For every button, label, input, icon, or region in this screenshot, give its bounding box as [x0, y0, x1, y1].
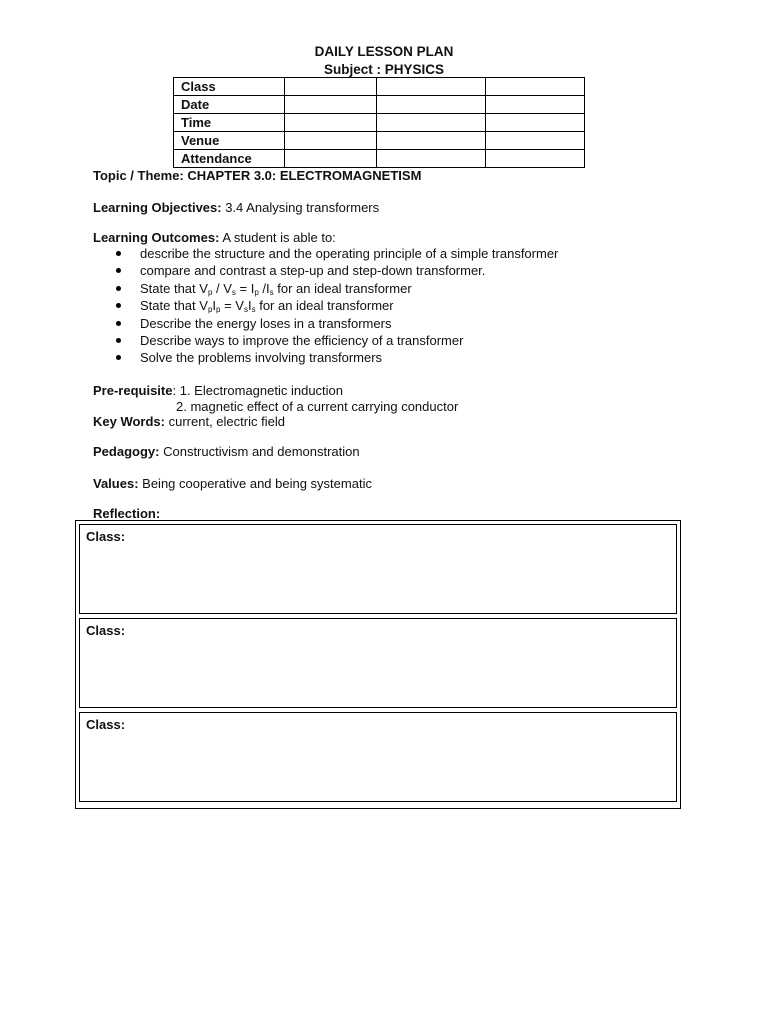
reflection-box: [79, 712, 677, 802]
table-cell: [377, 78, 486, 96]
row-label-time: Time: [174, 114, 285, 132]
keywords-label: Key Words:: [93, 414, 165, 429]
table-cell: [377, 114, 486, 132]
class-info-table: [173, 77, 585, 168]
outcomes-line: [93, 229, 336, 246]
reflection-box: [79, 524, 677, 614]
table-cell: [285, 132, 377, 150]
topic-value: CHAPTER 3.0: ELECTROMAGNETISM: [187, 168, 422, 183]
table-row: [174, 78, 585, 96]
pedagogy-label: Pedagogy:: [93, 444, 160, 459]
pedagogy-value: Constructivism and demonstration: [163, 444, 360, 459]
table-cell: [377, 150, 486, 168]
list-item: Describe ways to improve the efficiency of a transformer: [116, 332, 558, 349]
objectives-label: Learning Objectives:: [93, 200, 222, 215]
reflection-class-label: Class:: [86, 529, 126, 544]
table-cell: [377, 132, 486, 150]
table-cell: [285, 114, 377, 132]
table-cell: [486, 78, 585, 96]
prerequisite-item-1: : 1. Electromagnetic induction: [172, 383, 344, 398]
pedagogy-line: [93, 443, 360, 460]
reflection-box: [79, 618, 677, 708]
row-label-venue: Venue: [174, 132, 285, 150]
prerequisite-item-2: 2. magnetic effect of a current carrying conductor: [176, 399, 459, 414]
topic-line: [93, 167, 421, 184]
prerequisite-line: [93, 382, 343, 399]
reflection-label: Reflection:: [93, 506, 161, 521]
table-cell: [486, 150, 585, 168]
document-title: DAILY LESSON PLAN: [314, 44, 454, 59]
list-item: State that $V_pI_p = V_sI_s$ for an ideal transformer: [116, 297, 558, 314]
keywords-value: current, electric field: [168, 414, 285, 429]
list-item: compare and contrast a step-up and step-down transformer.: [116, 262, 558, 279]
outcomes-list: [116, 245, 558, 367]
list-item: Solve the problems involving transformers: [116, 349, 558, 366]
list-item: describe the structure and the operating principle of a simple transformer: [116, 245, 558, 262]
objectives-value: 3.4 Analysing transformers: [225, 200, 380, 215]
row-label-date: Date: [174, 96, 285, 114]
table-cell: [377, 96, 486, 114]
prerequisite-label: Pre-requisite: [93, 383, 173, 398]
reflection-table: [75, 520, 681, 809]
table-cell: [285, 78, 377, 96]
reflection-class-label: Class:: [86, 623, 126, 638]
table-row: [174, 114, 585, 132]
outcomes-intro: A student is able to:: [222, 230, 336, 245]
topic-label: Topic / Theme:: [93, 168, 184, 183]
table-cell: [486, 132, 585, 150]
values-value: Being cooperative and being systematic: [142, 476, 372, 491]
table-cell: [486, 114, 585, 132]
table-cell: [285, 150, 377, 168]
list-item: Describe the energy loses in a transformers: [116, 315, 558, 332]
table-cell: [486, 96, 585, 114]
reflection-class-label: Class:: [86, 717, 126, 732]
values-line: [93, 475, 372, 492]
table-row: [174, 96, 585, 114]
table-row: [174, 132, 585, 150]
table-row: [174, 150, 585, 168]
objectives-line: [93, 199, 379, 216]
outcomes-label: Learning Outcomes:: [93, 230, 220, 245]
table-cell: [285, 96, 377, 114]
list-item: State that $V_p / V_s = I_p$ $/I_s$ for an ideal transformer: [116, 280, 558, 297]
row-label-attendance: Attendance: [174, 150, 285, 168]
subject-heading: Subject : PHYSICS: [323, 62, 445, 77]
keywords-line: [93, 413, 285, 430]
values-label: Values:: [93, 476, 139, 491]
row-label-class: Class: [174, 78, 285, 96]
